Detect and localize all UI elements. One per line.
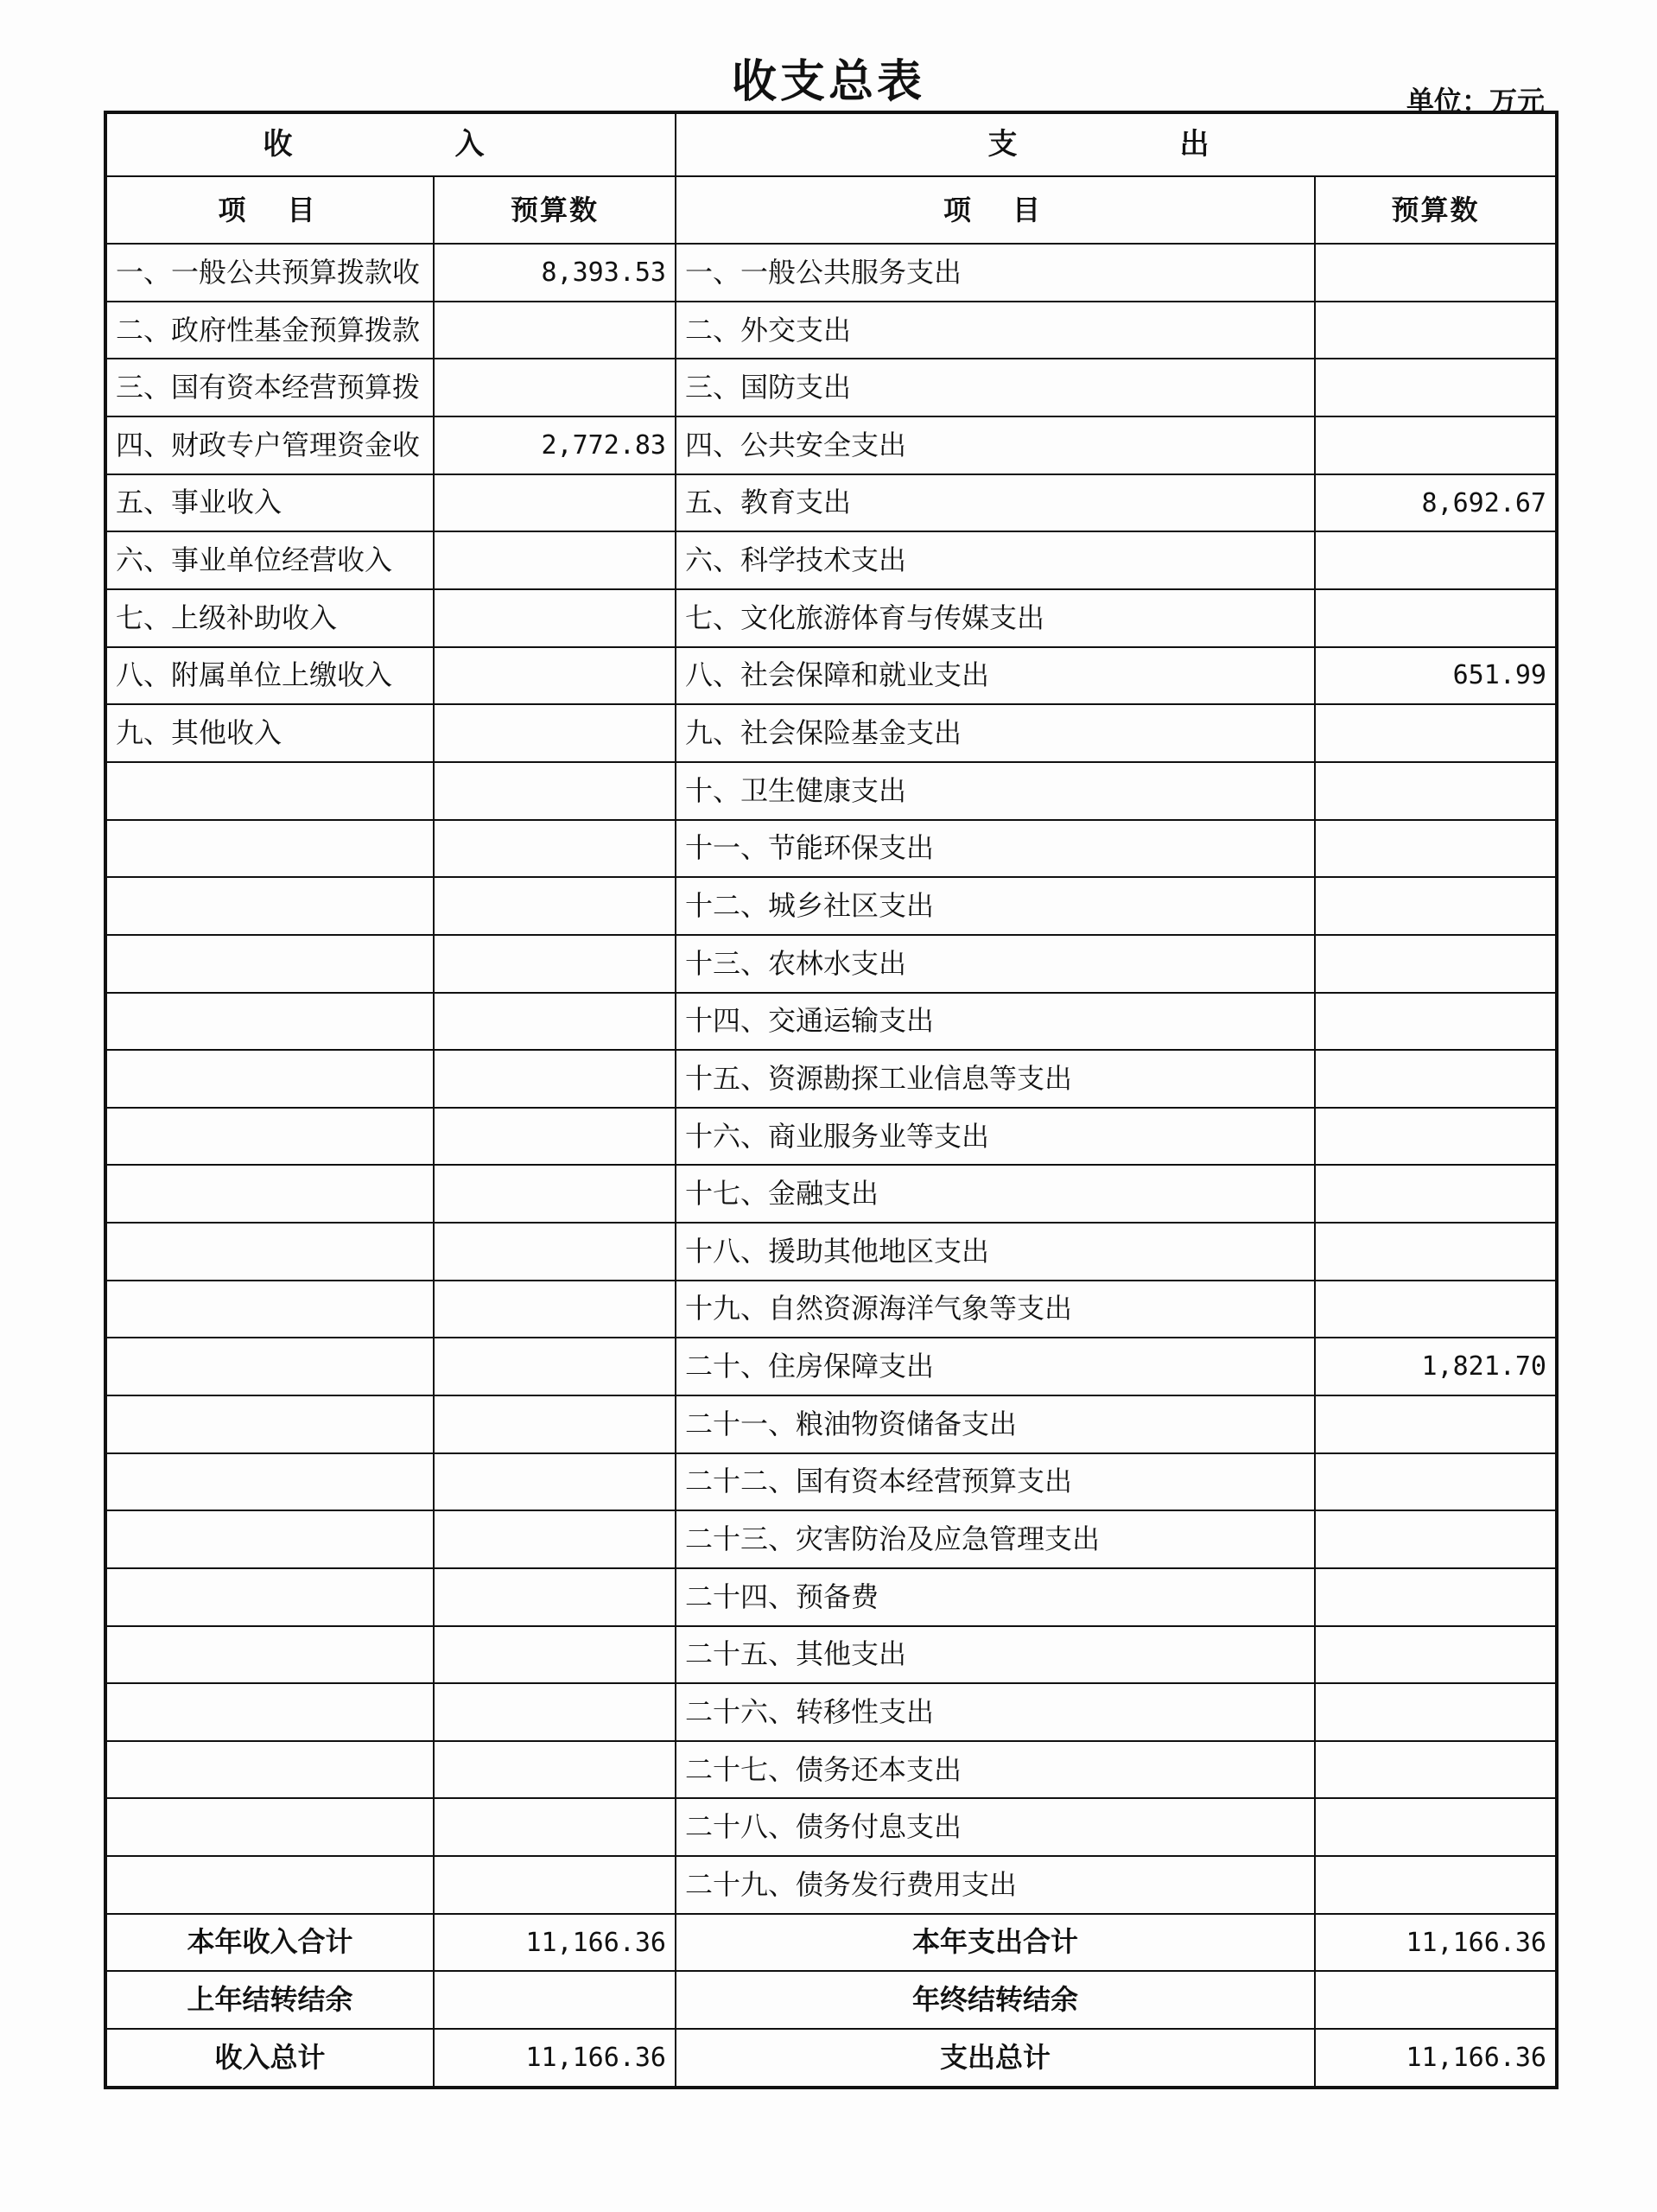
expense-item-value [1315,1223,1557,1281]
income-item-value [434,647,676,705]
expense-header: 支 出 [676,112,1557,176]
income-item-value [434,1626,676,1684]
income-item-value [434,820,676,878]
income-item-value [434,993,676,1051]
table-row [105,1338,1557,1395]
expense-item-label: 七、文化旅游体育与传媒支出 [676,589,1315,647]
expense-item-label: 二十六、转移性支出 [676,1683,1315,1741]
income-item-label [105,935,434,993]
income-item-label: 九、其他收入 [105,704,434,762]
income-item-value [434,474,676,532]
income-item-label [105,993,434,1051]
table-row [105,935,1557,993]
table-row [105,416,1557,474]
expense-total-label: 支出总计 [676,2029,1315,2088]
expense-item-label: 一、一般公共服务支出 [676,244,1315,302]
expense-item-value [1315,1741,1557,1799]
expense-item-label: 二十九、债务发行费用支出 [676,1856,1315,1914]
income-item-value [434,1281,676,1338]
income-item-value [434,1050,676,1108]
expense-item-value [1315,762,1557,820]
expense-item-label: 十七、金融支出 [676,1165,1315,1223]
income-item-label [105,1568,434,1626]
total-row [105,2029,1557,2088]
table-row [105,1510,1557,1568]
table-row [105,1165,1557,1223]
expense-budget-header: 预算数 [1315,176,1557,244]
table-row [105,1050,1557,1108]
expense-item-label: 三、国防支出 [676,359,1315,416]
income-item-value: 8,393.53 [434,244,676,302]
table-row [105,302,1557,359]
expense-total-label: 本年支出合计 [676,1914,1315,1972]
table-row [105,647,1557,705]
expense-item-label: 二十、住房保障支出 [676,1338,1315,1395]
expense-item-label: 十一、节能环保支出 [676,820,1315,878]
income-total-label: 收入总计 [105,2029,434,2088]
expense-item-value [1315,820,1557,878]
income-item-value [434,531,676,589]
expense-item-value: 8,692.67 [1315,474,1557,532]
income-item-header: 项 目 [105,176,434,244]
expense-item-label: 十五、资源勘探工业信息等支出 [676,1050,1315,1108]
expense-item-value [1315,1683,1557,1741]
expense-item-value [1315,1798,1557,1856]
expense-item-label: 十二、城乡社区支出 [676,877,1315,935]
income-total-value: 11,166.36 [434,1914,676,1972]
income-item-value [434,877,676,935]
expense-item-value [1315,302,1557,359]
expense-item-value [1315,935,1557,993]
income-item-label [105,1281,434,1338]
table-row [105,1453,1557,1511]
income-item-label [105,1223,434,1281]
expense-item-value [1315,589,1557,647]
table-row [105,1568,1557,1626]
expense-total-value: 11,166.36 [1315,2029,1557,2088]
income-item-label [105,877,434,935]
income-item-label [105,1395,434,1453]
expense-item-value [1315,244,1557,302]
income-item-value [434,935,676,993]
income-item-label [105,1165,434,1223]
expense-item-value: 651.99 [1315,647,1557,705]
table-row [105,704,1557,762]
expense-item-label: 二十三、灾害防治及应急管理支出 [676,1510,1315,1568]
income-budget-header: 预算数 [434,176,676,244]
income-total-label: 上年结转结余 [105,1971,434,2029]
income-item-label [105,1856,434,1914]
table-row [105,1741,1557,1799]
expense-item-label: 六、科学技术支出 [676,531,1315,589]
income-item-value [434,302,676,359]
income-item-label [105,1453,434,1511]
income-item-value [434,1165,676,1223]
expense-item-label: 四、公共安全支出 [676,416,1315,474]
income-item-value [434,359,676,416]
expense-item-value: 1,821.70 [1315,1338,1557,1395]
expense-total-value: 11,166.36 [1315,1914,1557,1972]
table-row [105,244,1557,302]
expense-item-value [1315,531,1557,589]
income-item-value [434,1395,676,1453]
income-total-value: 11,166.36 [434,2029,676,2088]
income-total-label: 本年收入合计 [105,1914,434,1972]
total-row [105,1971,1557,2029]
table-row [105,877,1557,935]
income-item-label [105,1741,434,1799]
income-item-value [434,1568,676,1626]
income-item-label: 五、事业收入 [105,474,434,532]
expense-item-header: 项 目 [676,176,1315,244]
income-item-label: 一、一般公共预算拨款收 [105,244,434,302]
income-item-value [434,1856,676,1914]
column-header-row [105,176,1557,244]
expense-item-label: 二十七、债务还本支出 [676,1741,1315,1799]
table-row [105,993,1557,1051]
expense-total-value [1315,1971,1557,2029]
expense-item-value [1315,416,1557,474]
expense-item-label: 十、卫生健康支出 [676,762,1315,820]
income-item-label [105,1338,434,1395]
expense-item-label: 五、教育支出 [676,474,1315,532]
income-item-value [434,589,676,647]
expense-item-value [1315,993,1557,1051]
expense-item-value [1315,1165,1557,1223]
income-item-value: 2,772.83 [434,416,676,474]
income-item-value [434,1338,676,1395]
expense-item-label: 二十一、粮油物资储备支出 [676,1395,1315,1453]
table-row [105,1281,1557,1338]
expense-item-label: 十三、农林水支出 [676,935,1315,993]
table-row [105,1856,1557,1914]
expense-item-value [1315,1050,1557,1108]
expense-item-value [1315,1510,1557,1568]
income-item-label: 八、附属单位上缴收入 [105,647,434,705]
income-item-label: 二、政府性基金预算拨款 [105,302,434,359]
income-item-label [105,762,434,820]
table-row [105,1223,1557,1281]
table-row [105,531,1557,589]
table-row [105,1683,1557,1741]
section-header-row [105,112,1557,176]
expense-item-value [1315,359,1557,416]
unit-label: 单位：万元 [1406,85,1545,118]
income-item-label [105,1108,434,1166]
expense-item-value [1315,1626,1557,1684]
income-item-value [434,1453,676,1511]
income-item-value [434,1510,676,1568]
income-item-value [434,1683,676,1741]
income-item-label [105,1798,434,1856]
income-item-value [434,704,676,762]
expense-item-label: 八、社会保障和就业支出 [676,647,1315,705]
expense-item-label: 十六、商业服务业等支出 [676,1108,1315,1166]
table-row [105,1798,1557,1856]
income-total-value [434,1971,676,2029]
expense-item-label: 十八、援助其他地区支出 [676,1223,1315,1281]
table-row [105,1626,1557,1684]
income-item-value [434,762,676,820]
expense-item-value [1315,1453,1557,1511]
expense-item-label: 二十八、债务付息支出 [676,1798,1315,1856]
expense-item-value [1315,1568,1557,1626]
expense-item-label: 二、外交支出 [676,302,1315,359]
income-item-value [434,1798,676,1856]
expense-item-value [1315,877,1557,935]
expense-item-value [1315,1856,1557,1914]
income-item-label [105,1683,434,1741]
income-item-label: 六、事业单位经营收入 [105,531,434,589]
income-item-label [105,1050,434,1108]
budget-table [104,111,1559,2089]
income-item-label [105,1626,434,1684]
expense-total-label: 年终结转结余 [676,1971,1315,2029]
income-item-value [434,1223,676,1281]
table-row [105,359,1557,416]
table-row [105,762,1557,820]
total-row [105,1914,1557,1972]
income-item-label: 三、国有资本经营预算拨 [105,359,434,416]
expense-item-label: 二十四、预备费 [676,1568,1315,1626]
expense-item-label: 十四、交通运输支出 [676,993,1315,1051]
expense-item-value [1315,1108,1557,1166]
income-item-label: 四、财政专户管理资金收 [105,416,434,474]
expense-item-value [1315,1281,1557,1338]
expense-item-value [1315,1395,1557,1453]
expense-item-value [1315,704,1557,762]
income-item-value [434,1741,676,1799]
expense-item-label: 十九、自然资源海洋气象等支出 [676,1281,1315,1338]
expense-item-label: 二十五、其他支出 [676,1626,1315,1684]
page-title: 收支总表 [731,55,925,108]
expense-item-label: 九、社会保险基金支出 [676,704,1315,762]
income-item-value [434,1108,676,1166]
income-header: 收 入 [105,112,676,176]
table-row [105,1108,1557,1166]
income-item-label: 七、上级补助收入 [105,589,434,647]
table-row [105,474,1557,532]
income-item-label [105,820,434,878]
expense-item-label: 二十二、国有资本经营预算支出 [676,1453,1315,1511]
table-row [105,1395,1557,1453]
table-row [105,589,1557,647]
income-item-label [105,1510,434,1568]
table-row [105,820,1557,878]
